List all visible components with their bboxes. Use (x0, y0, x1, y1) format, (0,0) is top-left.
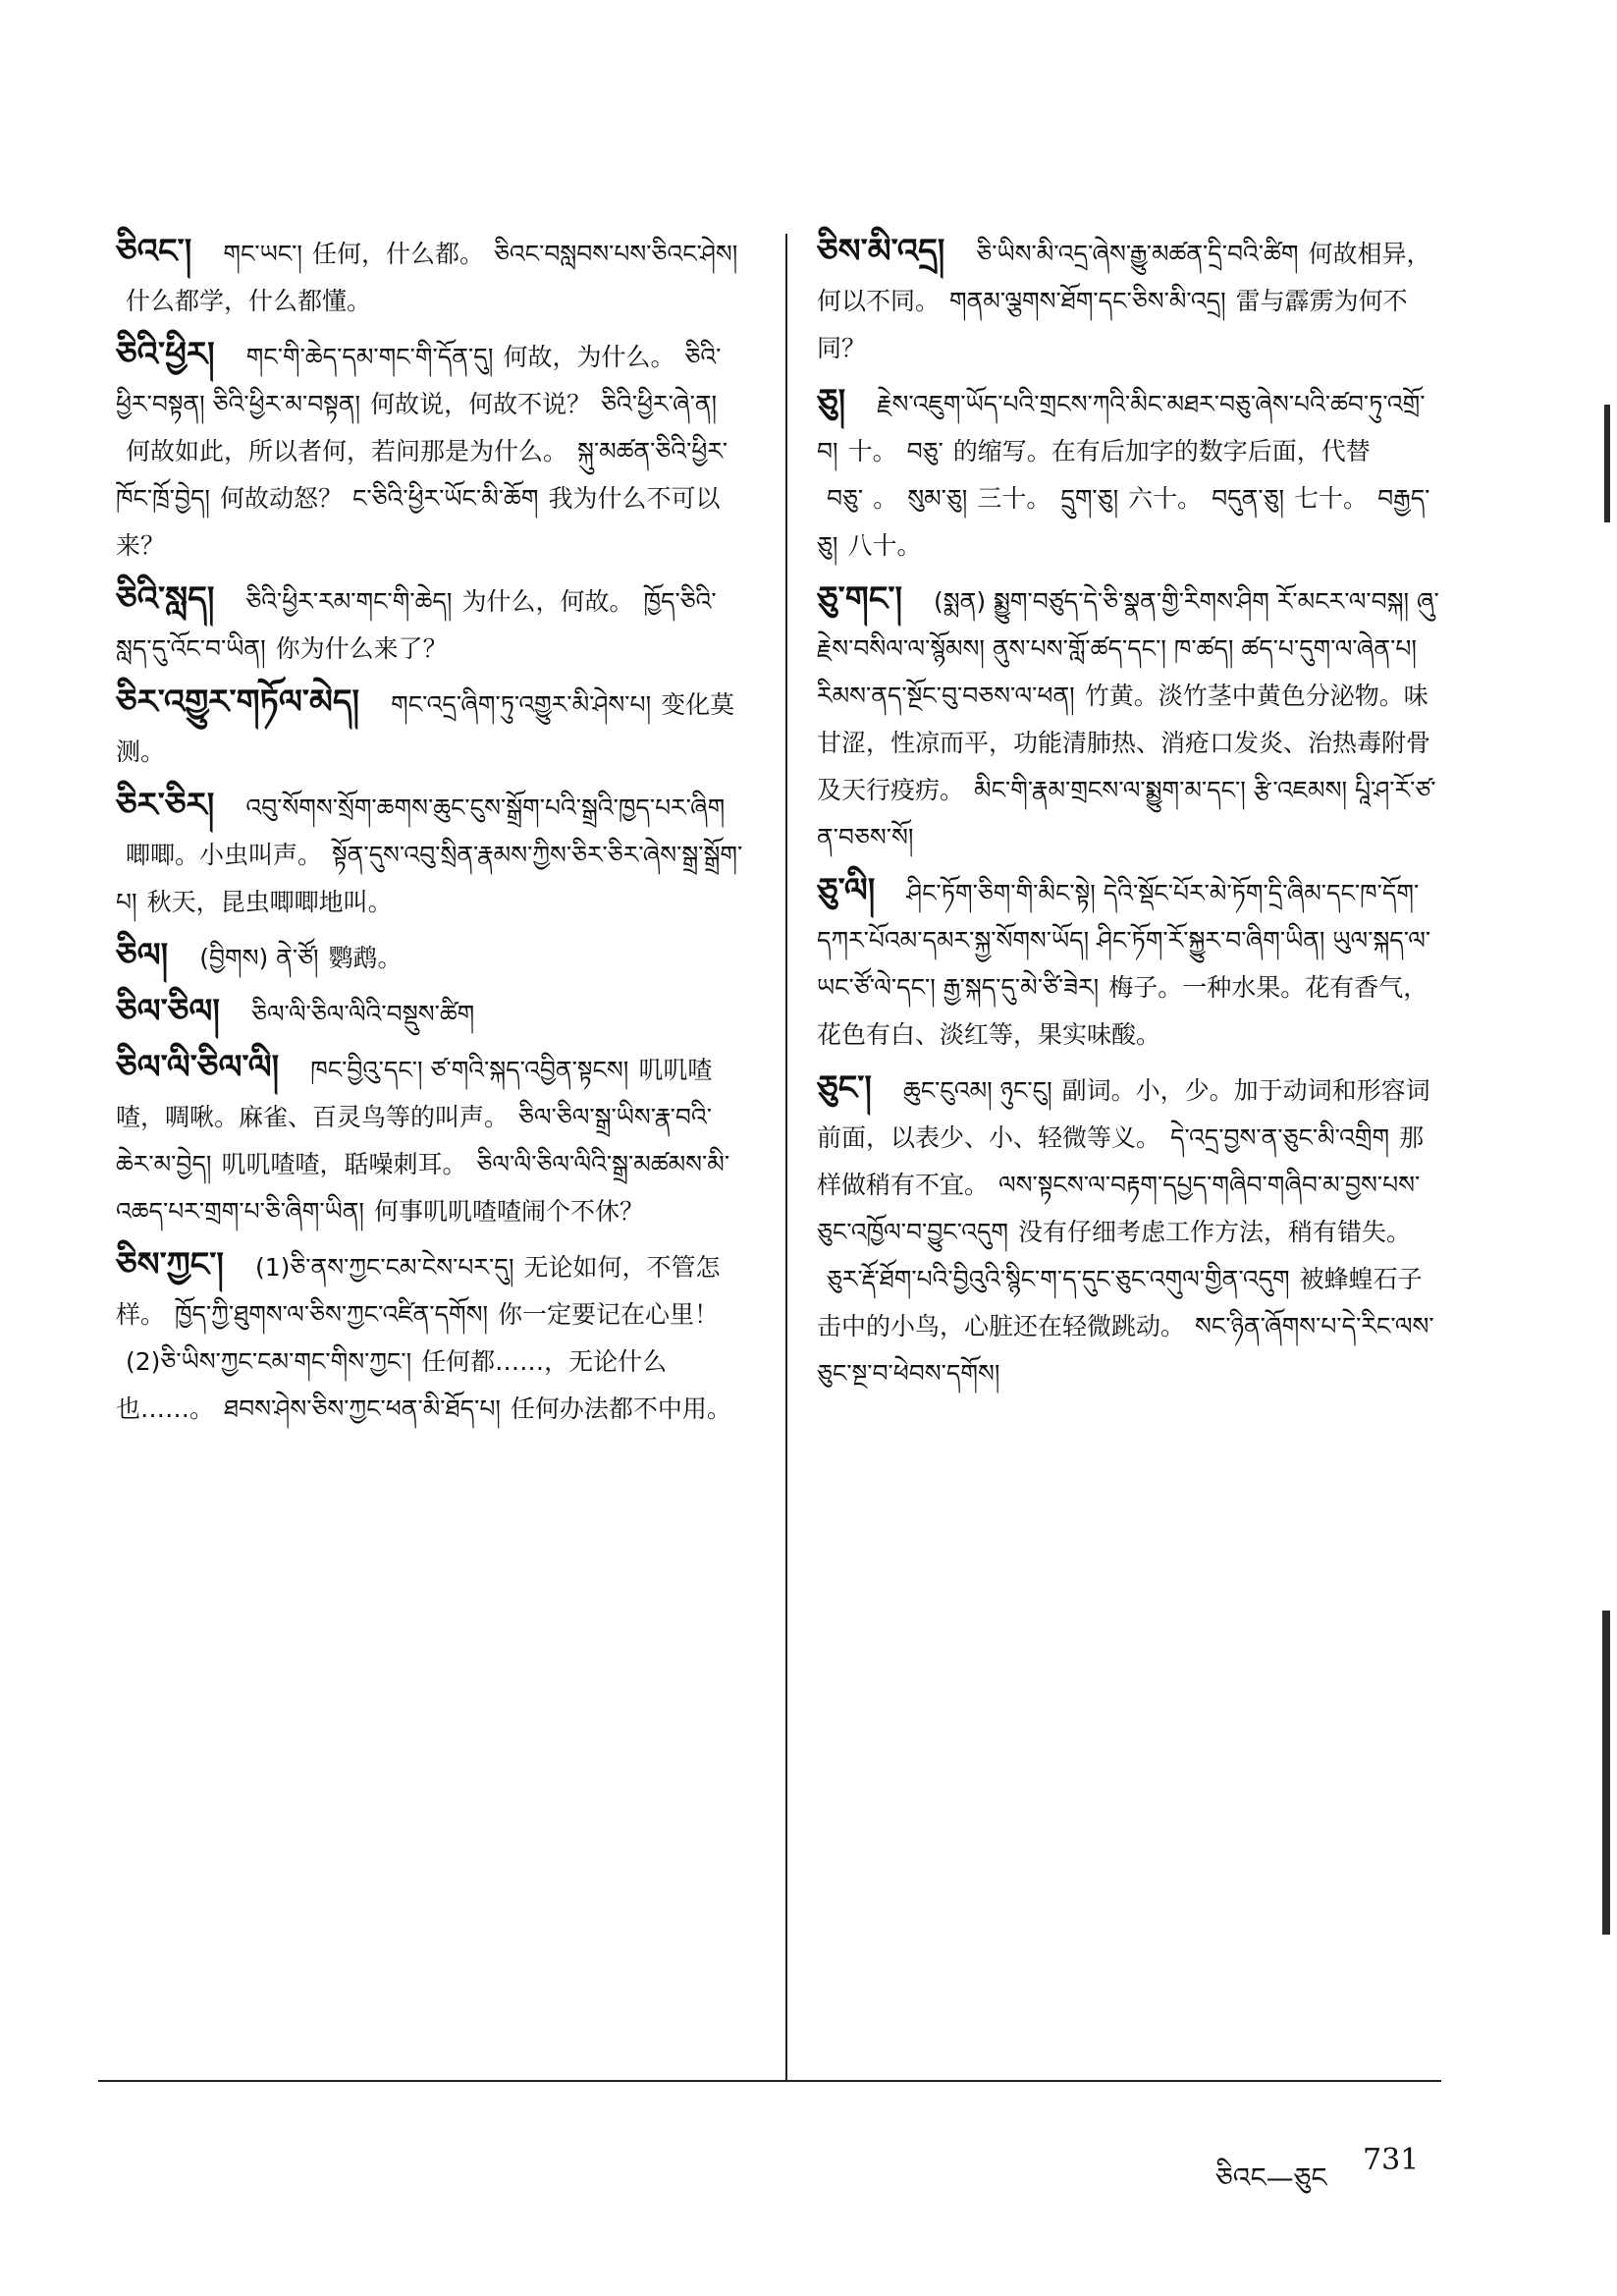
entry-tibetan-text: དྲུག་ཅུ། (1060, 484, 1119, 513)
entry-headword: ཅུ། (817, 382, 846, 421)
scan-artifact (1602, 1611, 1610, 1935)
entry-headword: ཅིས་མི་འདྲ། (817, 232, 945, 271)
entry-tibetan-text: (2)ཅི་ཡིས་ཀྱང་ངམ་གང་གིས་ཀྱང་། (126, 1347, 412, 1376)
entry-chinese-text: 鹦鹉。 (328, 944, 403, 972)
entry-headword: ཅུ་གང་། (817, 579, 903, 619)
entry-chinese-text: 任何办法都不中用。 (510, 1394, 731, 1423)
dictionary-entry (116, 679, 744, 776)
entry-tibetan-text: ཅུར་རྡོ་ཐོག་པའི་བྱིའུའི་སྙིང་ག་ད་དུང་ཅུང་འགུལ་གྱིན་འདུག (827, 1265, 1290, 1293)
entry-tibetan-text: སྐུ་མཚན་ཅིའི་ཕྱིར་ཁོང་ཁྲོ་བྱེད། (116, 437, 728, 513)
entry-headword: ཅིལ་ལི་ཅིལ་ལི། (116, 1048, 280, 1087)
entry-chinese-text: 。 (873, 484, 898, 513)
entry-chinese-text: 副词。小，少。加于动词和形容词前面，以表少、小、轻微等义。 (817, 1076, 1430, 1152)
entry-tibetan-text: བཅུ་ (906, 437, 943, 465)
entry-chinese-text: 雷与霹雳为何不同？ (817, 287, 1408, 362)
entry-tibetan-text: ཐབས་ཤེས་ཅིས་ཀྱང་ཕན་མི་ཐོད་པ། (224, 1394, 501, 1423)
entry-chinese-text: 何故相异，何以不同。 (817, 240, 1431, 315)
entry-chinese-text: 竹黄。淡竹茎中黄色分泌物。味甘涩，性凉而平，功能清肺热、消疮口发炎、治热毒附骨及天行疫疠。 (817, 682, 1431, 804)
entry-headword: ཅིས་ཀྱང་། (116, 1245, 224, 1285)
entry-tibetan-text: སང་ཉིན་ཞོགས་པ་དེ་རིང་ལས་ཅུང་སྔ་བ་ཕེབས་དགོས། (817, 1312, 1434, 1388)
dictionary-entry (817, 867, 1445, 1059)
entry-tibetan-text: (སྨན) སྨྱུག་བཙུད་དེ་ཅི་སྣན་གྱི་རིགས་ཤིག རོ་མངར་ལ་བསྐ། ཞུ་རྗེས་བསིལ་ལ་སྙོམས། ནུས་པས་གློ་ཚད་དང་། ཁ་ཚད། ཚད་པ་དུག་ལ་ཞེན་པ། རིམས་ནད་སྔོང་བུ་བཅས་ལ་ཕན། (817, 587, 1439, 710)
entry-tibetan-text: ཤིང་ཏོག་ཅིག་གི་མིང་སྟེ། དེའི་སྡོང་པོར་མེ་ཏོག་དྲི་ཞིམ་དང་ཁ་དོག་དཀར་པོའམ་དམར་སྐྱ་སོགས་ཡོད། ཤིང་ཏོག་རོ་སྐྱུར་བ་ཞིག་ཡིན། ཡུལ་སྐད་ལ་ཡང་ཙོ་ལེ་དང་། རྒྱ་སྐད་དུ་མེ་ཙི་ཟེར། (817, 879, 1431, 1002)
entry-chinese-text: 六十。 (1128, 484, 1203, 513)
entry-tibetan-text: ཅིལ་ལི་ཅིལ་ལིའི་སྒྲ་མཚམས་མི་འཆད་པར་གྲག་པ་ཅི་ཞིག་ཡིན། (116, 1150, 730, 1226)
entry-tibetan-text: (བྱིགས) ནེ་ཙོ། (199, 944, 319, 972)
entry-headword: ཅིལ་ཅིལ། (116, 992, 220, 1031)
entry-headword: ཅིའི་ཕྱིར། (116, 335, 215, 374)
entry-tibetan-text: བདུན་ཅུ། (1212, 484, 1285, 513)
dictionary-entry (817, 378, 1445, 570)
entry-tibetan-text: ཁྱོད་ཀྱི་ཐུགས་ལ་ཅིས་ཀྱང་འཛིན་དགོས། (175, 1300, 489, 1329)
entry-headword: ཅུ་ལི། (817, 871, 876, 910)
entry-headword: ཅུང་། (817, 1068, 872, 1108)
dictionary-entry (116, 782, 744, 926)
entry-tibetan-text: ཁྱོད་ཅིའི་སླད་དུ་འོང་བ་ཡིན། (116, 587, 717, 663)
entry-chinese-text: 什么都学，什么都懂。 (126, 287, 372, 315)
entry-tibetan-text: བརྒྱད་ཅུ། (817, 484, 1430, 560)
entry-tibetan-text: ཁང་བྱིའུ་དང་། ཙ་གའི་སྐད་འབྱིན་སྟངས། (310, 1056, 629, 1084)
entry-chinese-text: 没有仔细考虑工作方法，稍有错失。 (1018, 1218, 1412, 1246)
page-number: 731 (1363, 2143, 1420, 2177)
entry-chinese-text: 叽叽喳喳，啁啾。麻雀、百灵鸟等的叫声。 (116, 1056, 713, 1131)
entry-chinese-text: 我为什么不可以来？ (116, 484, 721, 560)
right-column (817, 228, 1445, 1403)
entry-chinese-text: 何事叽叽喳喳闹个不休？ (373, 1197, 644, 1226)
left-column (116, 228, 744, 1439)
dictionary-entry (817, 575, 1445, 861)
dictionary-entry (116, 331, 744, 570)
entry-tibetan-text: ཅིལ་ལི་ཅིལ་ལིའི་བསྡུས་ཚིག (250, 1000, 475, 1028)
entry-chinese-text: 何故，为什么。 (503, 343, 675, 371)
entry-tibetan-text: ཅི་ཡིས་མི་འདྲ་ཞེས་རྒྱུ་མཚན་དྲི་བའི་ཚིག (976, 240, 1299, 268)
entry-chinese-text: 任何都……，无论什么也……。 (116, 1347, 668, 1423)
entry-chinese-text: 梅子。一种水果。花有香气，花色有白、淡红等，果实味酸。 (817, 973, 1428, 1049)
entry-chinese-text: 被蜂蝗石子击中的小鸟，心脏还在轻微跳动。 (817, 1265, 1423, 1340)
entry-headword: ཅིའང་། (116, 232, 192, 271)
dictionary-entry (116, 932, 744, 982)
entry-chinese-text: 为什么，何故。 (461, 587, 634, 616)
entry-tibetan-text: ལས་སྟངས་ལ་བརྟག་དཔྱད་གཞིབ་གཞིབ་མ་བྱས་པས་ཅུང་འཁྱོལ་བ་བྱུང་འདུག (817, 1171, 1421, 1246)
entry-chinese-text: 唧唧。小虫叫声。 (126, 841, 323, 869)
entry-tibetan-text: གང་གི་ཆེད་དམ་གང་གི་དོན་དུ། (245, 343, 494, 371)
entry-chinese-text: 何故说，何故不说？ (370, 390, 592, 418)
entry-tibetan-text: དེ་འདྲ་བྱས་ན་ཅུང་མི་འགྲིག (1170, 1123, 1390, 1152)
entry-headword: ཅིར་ཅིར། (116, 786, 215, 825)
entry-chinese-text: 那样做稍有不宜。 (817, 1123, 1425, 1199)
entry-chinese-text: 任何，什么都。 (312, 240, 485, 268)
entry-chinese-text: 的缩写。在有后加字的数字后面，代替 (952, 437, 1371, 465)
scan-artifact (1604, 405, 1610, 522)
dictionary-entry (116, 988, 744, 1038)
entry-headword: ཅིའི་སླད། (116, 579, 215, 619)
entry-tibetan-text: བཅུ་ (827, 484, 864, 513)
entry-tibetan-text: ཅིའི་ཕྱིར་ཞེ་ན། (601, 390, 718, 418)
entry-tibetan-text: ང་ཅིའི་ཕྱིར་ཡོང་མི་ཆོག (352, 484, 539, 513)
entry-tibetan-text: ཅིལ་ཅིལ་སྒྲ་ཡིས་རྣ་བའི་ཆེར་མ་བྱེད། (116, 1103, 712, 1178)
entry-chinese-text: 三十。 (977, 484, 1051, 513)
entry-headword: ཅིར་འགྱུར་གཏོལ་མེད། (116, 683, 360, 722)
dictionary-entry (817, 1065, 1445, 1397)
footer-rule (98, 2080, 1441, 2082)
entry-tibetan-text: སྟོན་དུས་འབུ་སྲིན་རྣམས་ཀྱིས་ཅིར་ཅིར་ཞེས་སྒྲ་སྒྲོག་པ། (116, 841, 743, 916)
entry-chinese-text: 秋天，昆虫唧唧地叫。 (146, 888, 393, 916)
entry-tibetan-text: འབུ་སོགས་སྲོག་ཆགས་ཆུང་ངུས་སྒྲོག་པའི་སྒྲའི་ཁྱད་པར་ཞིག (245, 793, 726, 822)
entry-chinese-text: 八十。 (847, 531, 922, 560)
entry-chinese-text: 七十。 (1294, 484, 1369, 513)
entry-tibetan-text: གནམ་ལྕགས་ཐོག་དང་ཅིས་མི་འདྲ། (949, 287, 1226, 315)
entry-chinese-text: 十。 (847, 437, 897, 465)
entry-tibetan-text: གང་འདྲ་ཞིག་ཏུ་འགྱུར་མི་ཤེས་པ། (391, 690, 652, 719)
entry-tibetan-text: ཆུང་ངུའམ། ཉུང་ངུ། (902, 1076, 1052, 1105)
dictionary-entry (116, 575, 744, 673)
entry-tibetan-text: ཅིའི་ཕྱིར་རམ་གང་གི་ཆེད། (245, 587, 453, 616)
dictionary-entry (116, 228, 744, 325)
column-divider (785, 234, 787, 2080)
entry-tibetan-text: གང་ཡང་། (223, 240, 302, 268)
entry-chinese-text: 何故如此，所以者何，若问那是为什么。 (126, 437, 568, 465)
entry-tibetan-text: རྗེས་འཇུག་ཡོད་པའི་གྲངས་ཀའི་མིང་མཐར་བཅུ་ཞེས་པའི་ཚབ་ཏུ་འགྲོ་བ། (817, 390, 1426, 465)
entry-chinese-text: 你一定要记在心里！ (498, 1300, 720, 1329)
entry-chinese-text: 变化莫测。 (116, 690, 735, 766)
entry-chinese-text: 何故动怒？ (219, 484, 343, 513)
guide-words: ཅིའང—ཅུང (1215, 2161, 1327, 2194)
entry-chinese-text: 无论如何，不管怎样。 (116, 1253, 721, 1329)
entry-chinese-text: 叽叽喳喳，聒噪刺耳。 (221, 1150, 467, 1178)
entry-tibetan-text: (1)ཅི་ནས་ཀྱང་ངམ་ངེས་པར་དུ། (254, 1253, 514, 1282)
dictionary-entry (116, 1044, 744, 1235)
entry-tibetan-text: མིང་གི་རྣམ་གྲངས་ལ་སྨྱུག་མ་དང་། རྩི་འཇམས། པཱི་ཤ་རོ་ཙ་ན་བཅས་སོ། (817, 776, 1436, 851)
entry-tibetan-text: ཅིའང་བསླབས་པས་ཅིའང་ཤེས། (494, 240, 738, 268)
entry-headword: ཅིལ། (116, 936, 169, 975)
dictionary-entry (817, 228, 1445, 372)
entry-tibetan-text: ཅིའི་ཕྱིར་བསྟན། ཅིའི་ཕྱིར་མ་བསྟན། (116, 343, 722, 418)
entry-chinese-text: 你为什么来了？ (275, 634, 448, 663)
dictionary-entry (116, 1241, 744, 1433)
entry-tibetan-text: སུམ་ཅུ། (907, 484, 968, 513)
